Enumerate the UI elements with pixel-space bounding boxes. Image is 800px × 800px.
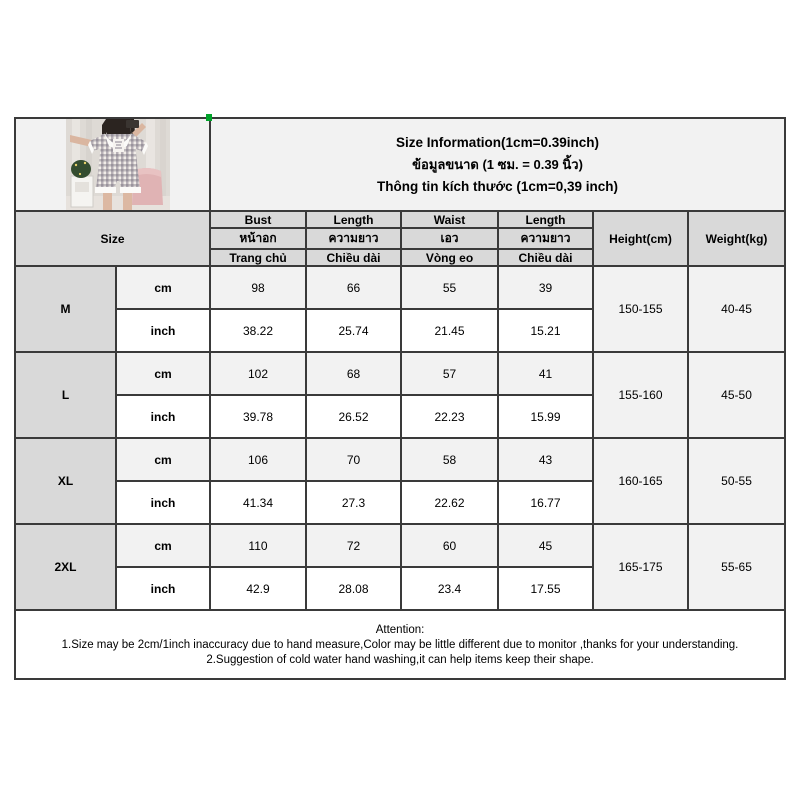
l-bust-inch: 39.78 bbox=[210, 395, 306, 438]
m-waist-cm: 55 bbox=[401, 266, 498, 309]
size-header: Size bbox=[15, 211, 210, 266]
2xl-bust-cm: 110 bbox=[210, 524, 306, 567]
2xl-length-inch: 28.08 bbox=[306, 567, 401, 610]
m-length2-cm: 39 bbox=[498, 266, 593, 309]
title-thai: ข้อมูลขนาด (1 ซม. = 0.39 นิ้ว) bbox=[412, 157, 583, 172]
col-header-bust-vi: Trang chủ bbox=[210, 249, 306, 266]
2xl-waist-inch: 23.4 bbox=[401, 567, 498, 610]
attention-line-1: 1.Size may be 2cm/1inch inaccuracy due to hand measure,Color may be little different due to monitor ,thanks for your understanding. bbox=[61, 639, 739, 651]
size-chart-table bbox=[14, 117, 786, 680]
m-bust-cm: 98 bbox=[210, 266, 306, 309]
m-bust-inch: 38.22 bbox=[210, 309, 306, 352]
unit-inch-label: inch bbox=[116, 309, 210, 352]
row-size-2xl: 2XL bbox=[15, 524, 116, 610]
2xl-bust-inch: 42.9 bbox=[210, 567, 306, 610]
l-length-inch: 26.52 bbox=[306, 395, 401, 438]
xl-length2-cm: 43 bbox=[498, 438, 593, 481]
shorts-lace-left bbox=[95, 187, 116, 193]
2xl-weight: 55-65 bbox=[688, 524, 785, 610]
2xl-length-cm: 72 bbox=[306, 524, 401, 567]
l-waist-cm: 57 bbox=[401, 352, 498, 395]
m-length2-inch: 15.21 bbox=[498, 309, 593, 352]
col-header-bust-th: หน้าอก bbox=[210, 228, 306, 249]
attention-cell bbox=[15, 610, 785, 679]
unit-cm-label: cm bbox=[116, 524, 210, 567]
2xl-length2-inch: 17.55 bbox=[498, 567, 593, 610]
row-size-m: M bbox=[15, 266, 116, 352]
model-leg-right bbox=[123, 193, 132, 210]
unit-inch-label: inch bbox=[116, 567, 210, 610]
col-header-waist-th: เอว bbox=[401, 228, 498, 249]
phone bbox=[126, 120, 139, 128]
unit-cm-label: cm bbox=[116, 352, 210, 395]
model-leg-left bbox=[103, 193, 112, 210]
m-weight: 40-45 bbox=[688, 266, 785, 352]
xl-weight: 50-55 bbox=[688, 438, 785, 524]
col-header-length-en: Length bbox=[306, 211, 401, 228]
xl-waist-cm: 58 bbox=[401, 438, 498, 481]
green-artifact-marker bbox=[206, 114, 212, 121]
l-bust-cm: 102 bbox=[210, 352, 306, 395]
col-header-length2-en: Length bbox=[498, 211, 593, 228]
l-length2-cm: 41 bbox=[498, 352, 593, 395]
2xl-waist-cm: 60 bbox=[401, 524, 498, 567]
2xl-height: 165-175 bbox=[593, 524, 688, 610]
col-header-length-vi: Chiều dài bbox=[306, 249, 401, 266]
l-length-cm: 68 bbox=[306, 352, 401, 395]
row-size-l: L bbox=[15, 352, 116, 438]
unit-inch-label: inch bbox=[116, 481, 210, 524]
col-header-waist-en: Waist bbox=[401, 211, 498, 228]
xl-height: 160-165 bbox=[593, 438, 688, 524]
col-header-length2-vi: Chiều dài bbox=[498, 249, 593, 266]
product-photo bbox=[66, 119, 170, 210]
unit-cm-label: cm bbox=[116, 266, 210, 309]
m-length-inch: 25.74 bbox=[306, 309, 401, 352]
l-weight: 45-50 bbox=[688, 352, 785, 438]
col-header-length-th: ความยาว bbox=[306, 228, 401, 249]
attention-title: Attention: bbox=[375, 624, 425, 636]
title-english: Size Information(1cm=0.39inch) bbox=[396, 135, 599, 150]
xl-waist-inch: 22.62 bbox=[401, 481, 498, 524]
xl-length-cm: 70 bbox=[306, 438, 401, 481]
plant bbox=[71, 160, 91, 178]
col-header-waist-vi: Vòng eo bbox=[401, 249, 498, 266]
row-size-xl: XL bbox=[15, 438, 116, 524]
m-length-cm: 66 bbox=[306, 266, 401, 309]
m-waist-inch: 21.45 bbox=[401, 309, 498, 352]
attention-line-2: 2.Suggestion of cold water hand washing,it can help items keep their shape. bbox=[206, 654, 594, 666]
xl-length2-inch: 16.77 bbox=[498, 481, 593, 524]
2xl-length2-cm: 45 bbox=[498, 524, 593, 567]
l-length2-inch: 15.99 bbox=[498, 395, 593, 438]
xl-bust-inch: 41.34 bbox=[210, 481, 306, 524]
xl-bust-cm: 106 bbox=[210, 438, 306, 481]
weight-header: Weight(kg) bbox=[688, 211, 785, 266]
unit-cm-label: cm bbox=[116, 438, 210, 481]
col-header-length2-th: ความยาว bbox=[498, 228, 593, 249]
shorts-lace-right bbox=[120, 187, 141, 193]
xl-length-inch: 27.3 bbox=[306, 481, 401, 524]
l-waist-inch: 22.23 bbox=[401, 395, 498, 438]
l-height: 155-160 bbox=[593, 352, 688, 438]
product-photo-cell bbox=[15, 118, 210, 211]
col-header-bust-en: Bust bbox=[210, 211, 306, 228]
unit-inch-label: inch bbox=[116, 395, 210, 438]
height-header: Height(cm) bbox=[593, 211, 688, 266]
m-height: 150-155 bbox=[593, 266, 688, 352]
title-vietnamese: Thông tin kích thước (1cm=0,39 inch) bbox=[377, 179, 619, 194]
title-cell bbox=[210, 118, 785, 211]
